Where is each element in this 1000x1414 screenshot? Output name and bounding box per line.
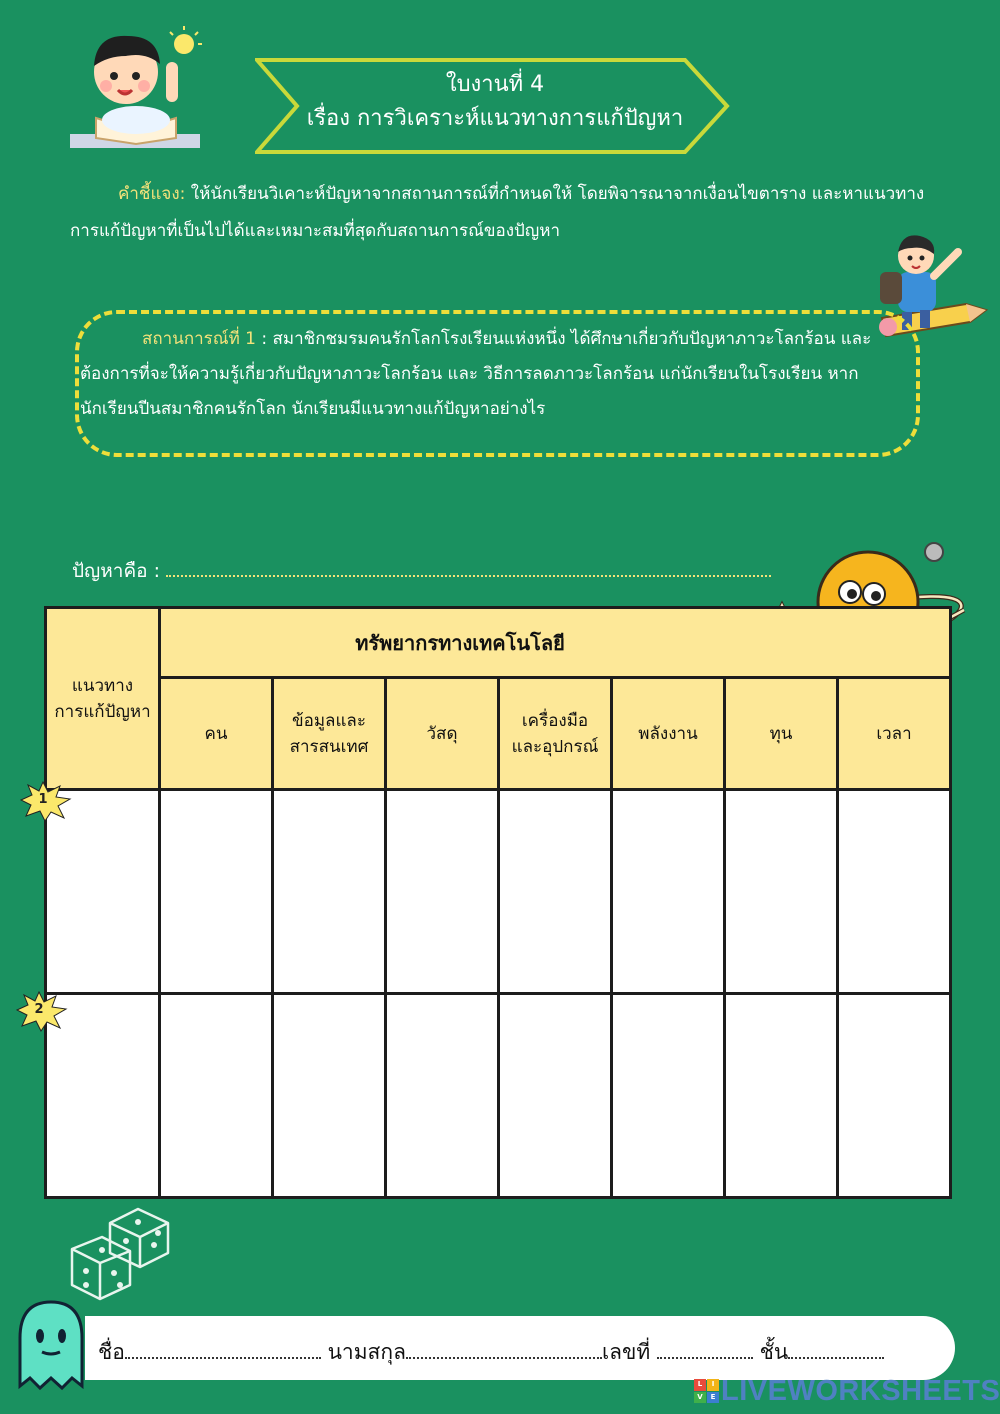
number-field[interactable] [657,1343,753,1359]
boy-reading-illustration [66,22,206,152]
instructions-text: ให้นักเรียนวิเคาะห์ปัญหาจากสถานการณ์ที่กำหนดให้ โดยพิจารณาจากเงื่อนไขตาราง และหาแนวทางการแก้ปัญหาที่เป็นไปได้และเหมาะสมที่สุดกับสถานการณ์ของปัญหา [70,184,925,241]
number-label: เลขที่ [601,1340,651,1364]
cell-people-1[interactable] [160,790,273,994]
cell-energy-1[interactable] [612,790,725,994]
cell-time-2[interactable] [838,994,951,1198]
situation-text: : สมาชิกชมรมคนรักโลกโรงเรียนแห่งหนึ่ง ได้ศึกษาเกี่ยวกับปัญหาภาวะโลกร้อน และต้องการที่จะให้ความรู้เกี่ยวกับปัญหาภาวะโลกร้อน และ วิธีการลดภาวะโลกร้อน แก่นักเรียนในโรงเรียน หากนักเรียนปีนสมาชิกคนรักโลก นักเรียนมีแนวทางแก้ปัญหาอย่างไร [80,329,872,419]
cell-capital-1[interactable] [725,790,838,994]
cell-tools-2[interactable] [499,994,612,1198]
problem-line [72,556,772,586]
resources-table [44,606,952,1199]
class-field[interactable] [788,1343,884,1359]
cell-energy-2[interactable] [612,994,725,1198]
worksheet-subtitle: เรื่อง การวิเคราะห์แนวทางการแก้ปัญหา [306,106,684,131]
cell-people-2[interactable] [160,994,273,1198]
column-header-information: ข้อมูลและ สารสนเทศ [273,678,386,790]
problem-answer-field[interactable] [166,559,771,577]
name-label: ชื่อ [98,1340,125,1364]
problem-label: ปัญหาคือ : [72,560,161,582]
student-info-fields [98,1336,884,1369]
liveworksheets-watermark [694,1374,1000,1408]
column-header-capital: ทุน [725,678,838,790]
cell-materials-2[interactable] [386,994,499,1198]
situation-label: สถานการณ์ที่ 1 [142,329,257,349]
column-header-people: คน [160,678,273,790]
instructions-label: คำชี้แจง: [118,184,186,204]
column-header-time: เวลา [838,678,951,790]
row-number-badge-1 [20,780,72,822]
instructions [70,176,940,250]
solution-column-header: แนวทาง การแก้ปัญหา [46,608,160,790]
row-number-2: 2 [34,1002,44,1017]
column-header-tools: เครื่องมือ และอุปกรณ์ [499,678,612,790]
cell-capital-2[interactable] [725,994,838,1198]
surname-label: นามสกุล [327,1340,406,1364]
class-label: ชั้น [759,1340,789,1364]
liveworksheets-logo-icon: L I V E [694,1379,718,1403]
column-header-materials: วัสดุ [386,678,499,790]
title-block [285,68,705,136]
cell-materials-1[interactable] [386,790,499,994]
table-row [46,790,951,994]
table-row [46,994,951,1198]
situation-text-block [80,322,900,427]
column-header-energy: พลังงาน [612,678,725,790]
technology-resources-header: ทรัพยากรทางเทคโนโลยี [160,608,951,678]
row-number-1: 1 [38,792,48,807]
cell-tools-1[interactable] [499,790,612,994]
dice-icon [68,1205,176,1305]
cell-information-1[interactable] [273,790,386,994]
cell-time-1[interactable] [838,790,951,994]
surname-field[interactable] [406,1343,602,1359]
name-field[interactable] [125,1343,321,1359]
worksheet-title: ใบงานที่ 4 [445,72,545,97]
ghost-mascot-icon [14,1298,88,1392]
watermark-text: LIVEWORKSHEETS [721,1374,1000,1407]
row-number-badge-2 [16,990,68,1032]
cell-information-2[interactable] [273,994,386,1198]
